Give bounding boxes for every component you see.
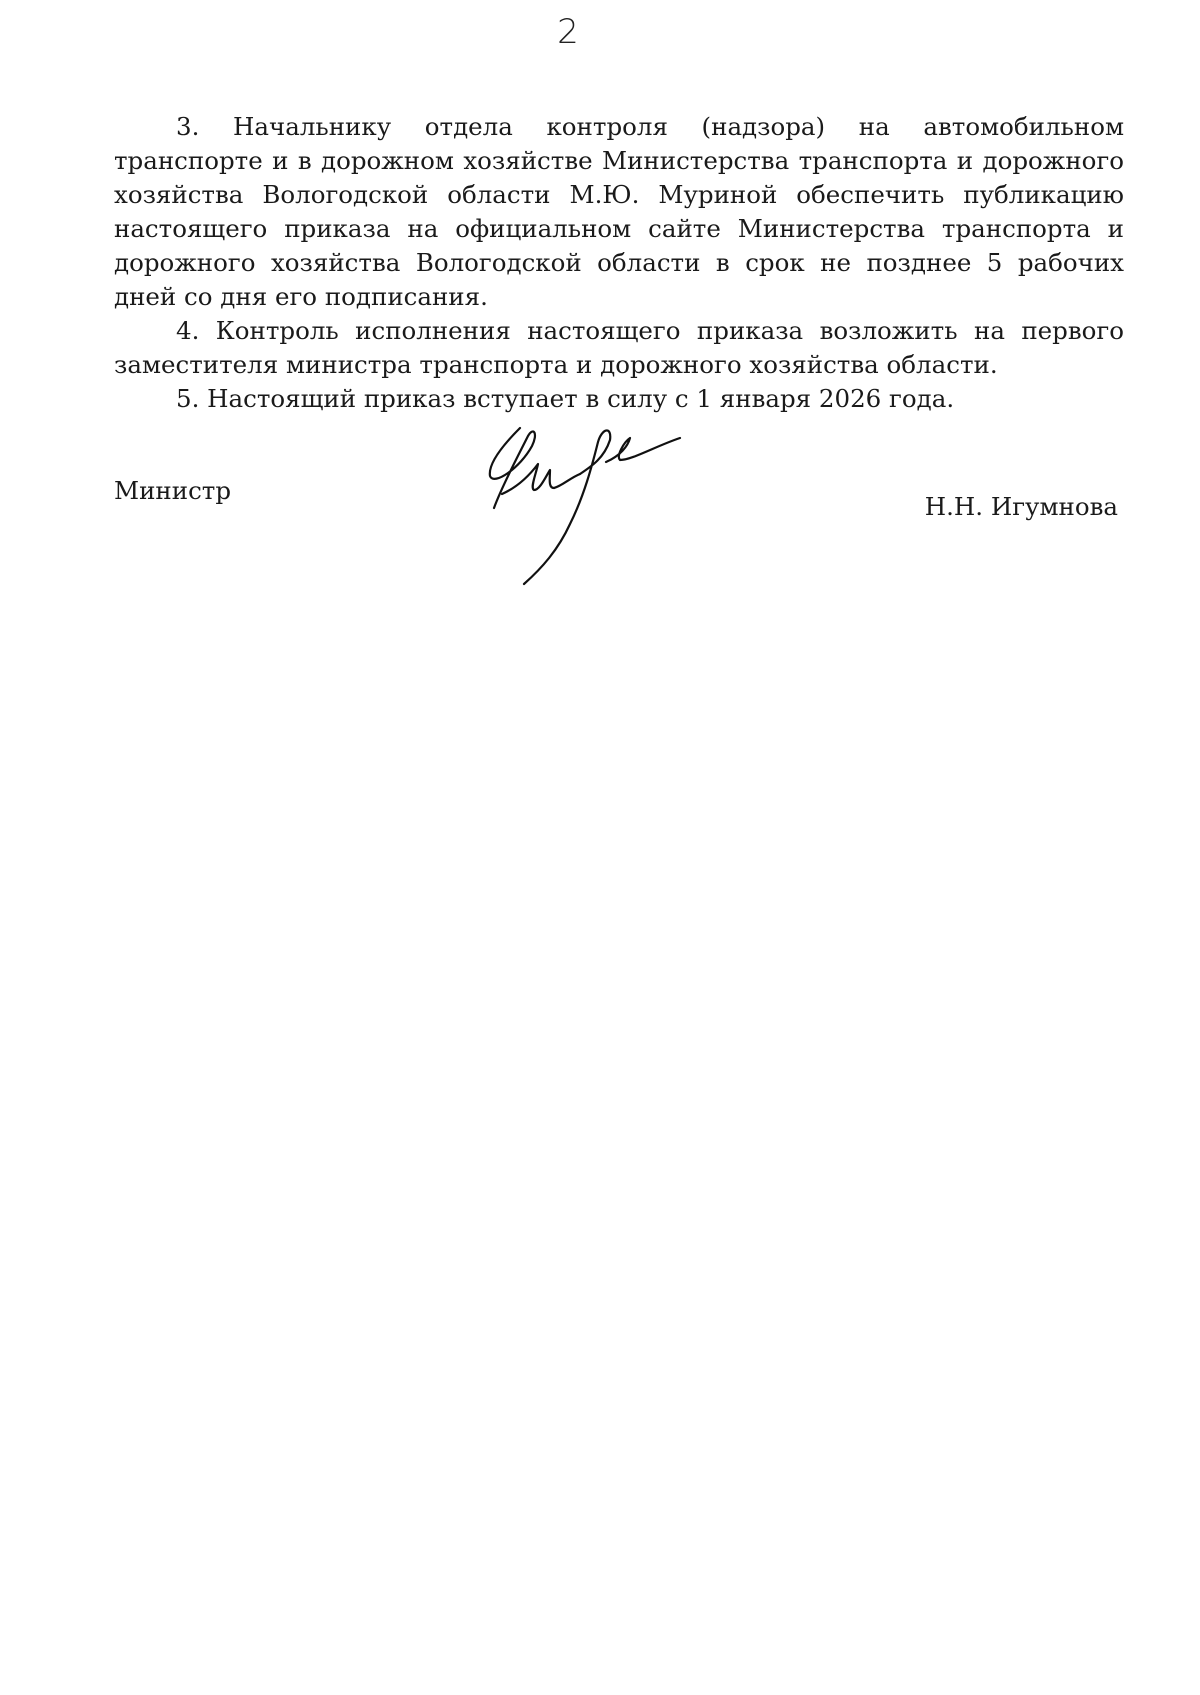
paragraph-3: 3. Начальнику отдела контроля (надзора) на автомобильном транспорте и в дорожном хозяйстве Министерства транспорта и дорожного хозяйства Вологодской области М.Ю. Муриной обеспечить публикацию настоящего приказа на официальном сайте Министерства транспорта и дорожного хозяйства Вологодской области в срок не позднее 5 рабочих дней со дня его подписания. bbox=[114, 112, 1124, 311]
handwritten-signature-icon bbox=[480, 416, 740, 586]
paragraph-4: 4. Контроль исполнения настоящего приказа возложить на первого заместителя министра транспорта и дорожного хозяйства области. bbox=[114, 316, 1124, 379]
signatory-role: Министр bbox=[114, 476, 232, 505]
document-body bbox=[114, 110, 1124, 416]
paragraph-5: 5. Настоящий приказ вступает в силу с 1 января 2026 года. bbox=[176, 384, 955, 413]
page-number: 2 bbox=[557, 12, 579, 52]
signatory-name: Н.Н. Игумнова bbox=[924, 492, 1118, 521]
